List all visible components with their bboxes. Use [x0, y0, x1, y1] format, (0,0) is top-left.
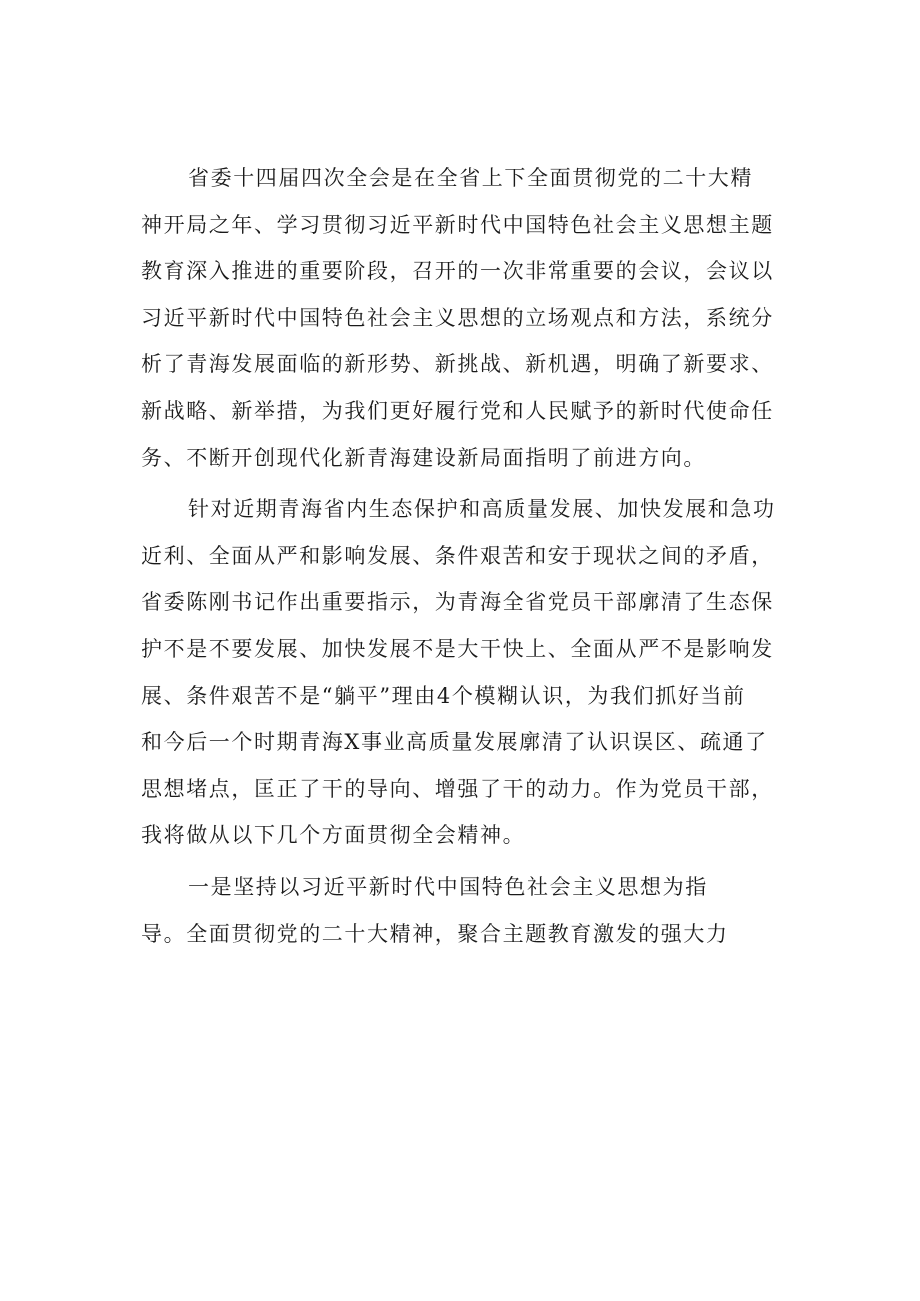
- text-line: 和今后一个时期青海X事业高质量发展廓清了认识误区、疏通了: [141, 730, 768, 755]
- text-line: 近利、全面从严和影响发展、条件艰苦和安于现状之间的矛盾，: [141, 543, 774, 568]
- text-line: 思想堵点，匡正了干的导向、增强了干的动力。作为党员干部，: [141, 776, 774, 801]
- paragraph-1: [141, 155, 795, 481]
- text-line: 神开局之年、学习贯彻习近平新时代中国特色社会主义思想主题: [141, 212, 774, 237]
- text-line: 析了青海发展面临的新形势、新挑战、新机遇，明确了新要求、: [141, 352, 774, 377]
- text-line: 我将做从以下几个方面贯彻全会精神。: [141, 823, 526, 848]
- text-line: 一是坚持以习近平新时代中国特色社会主义思想为指: [188, 874, 708, 899]
- text-line: 新战略、新举措，为我们更好履行党和人民赋予的新时代使命任: [141, 398, 774, 423]
- paragraph-3: [141, 864, 795, 957]
- text-line: 习近平新时代中国特色社会主义思想的立场观点和方法，系统分: [141, 305, 774, 330]
- text-line: 务、不断开创现代化新青海建设新局面指明了前进方向。: [141, 445, 706, 470]
- document-body: [141, 155, 795, 962]
- text-line: 教育深入推进的重要阶段，召开的一次非常重要的会议，会议以: [141, 259, 774, 284]
- text-line: 导。全面贯彻党的二十大精神，聚合主题教育激发的强大力: [141, 921, 729, 946]
- text-line: 省委陈刚书记作出重要指示，为青海全省党员干部廓清了生态保: [141, 590, 774, 615]
- text-line: 针对近期青海省内生态保护和高质量发展、加快发展和急功: [188, 497, 776, 522]
- text-line: 省委十四届四次全会是在全省上下全面贯彻党的二十大精: [188, 166, 753, 190]
- text-line: 护不是不要发展、加快发展不是大干快上、全面从严不是影响发: [141, 636, 774, 661]
- text-line: 展、条件艰苦不是“躺平”理由4个模糊认识，为我们抓好当前: [141, 683, 746, 708]
- paragraph-2: [141, 486, 795, 859]
